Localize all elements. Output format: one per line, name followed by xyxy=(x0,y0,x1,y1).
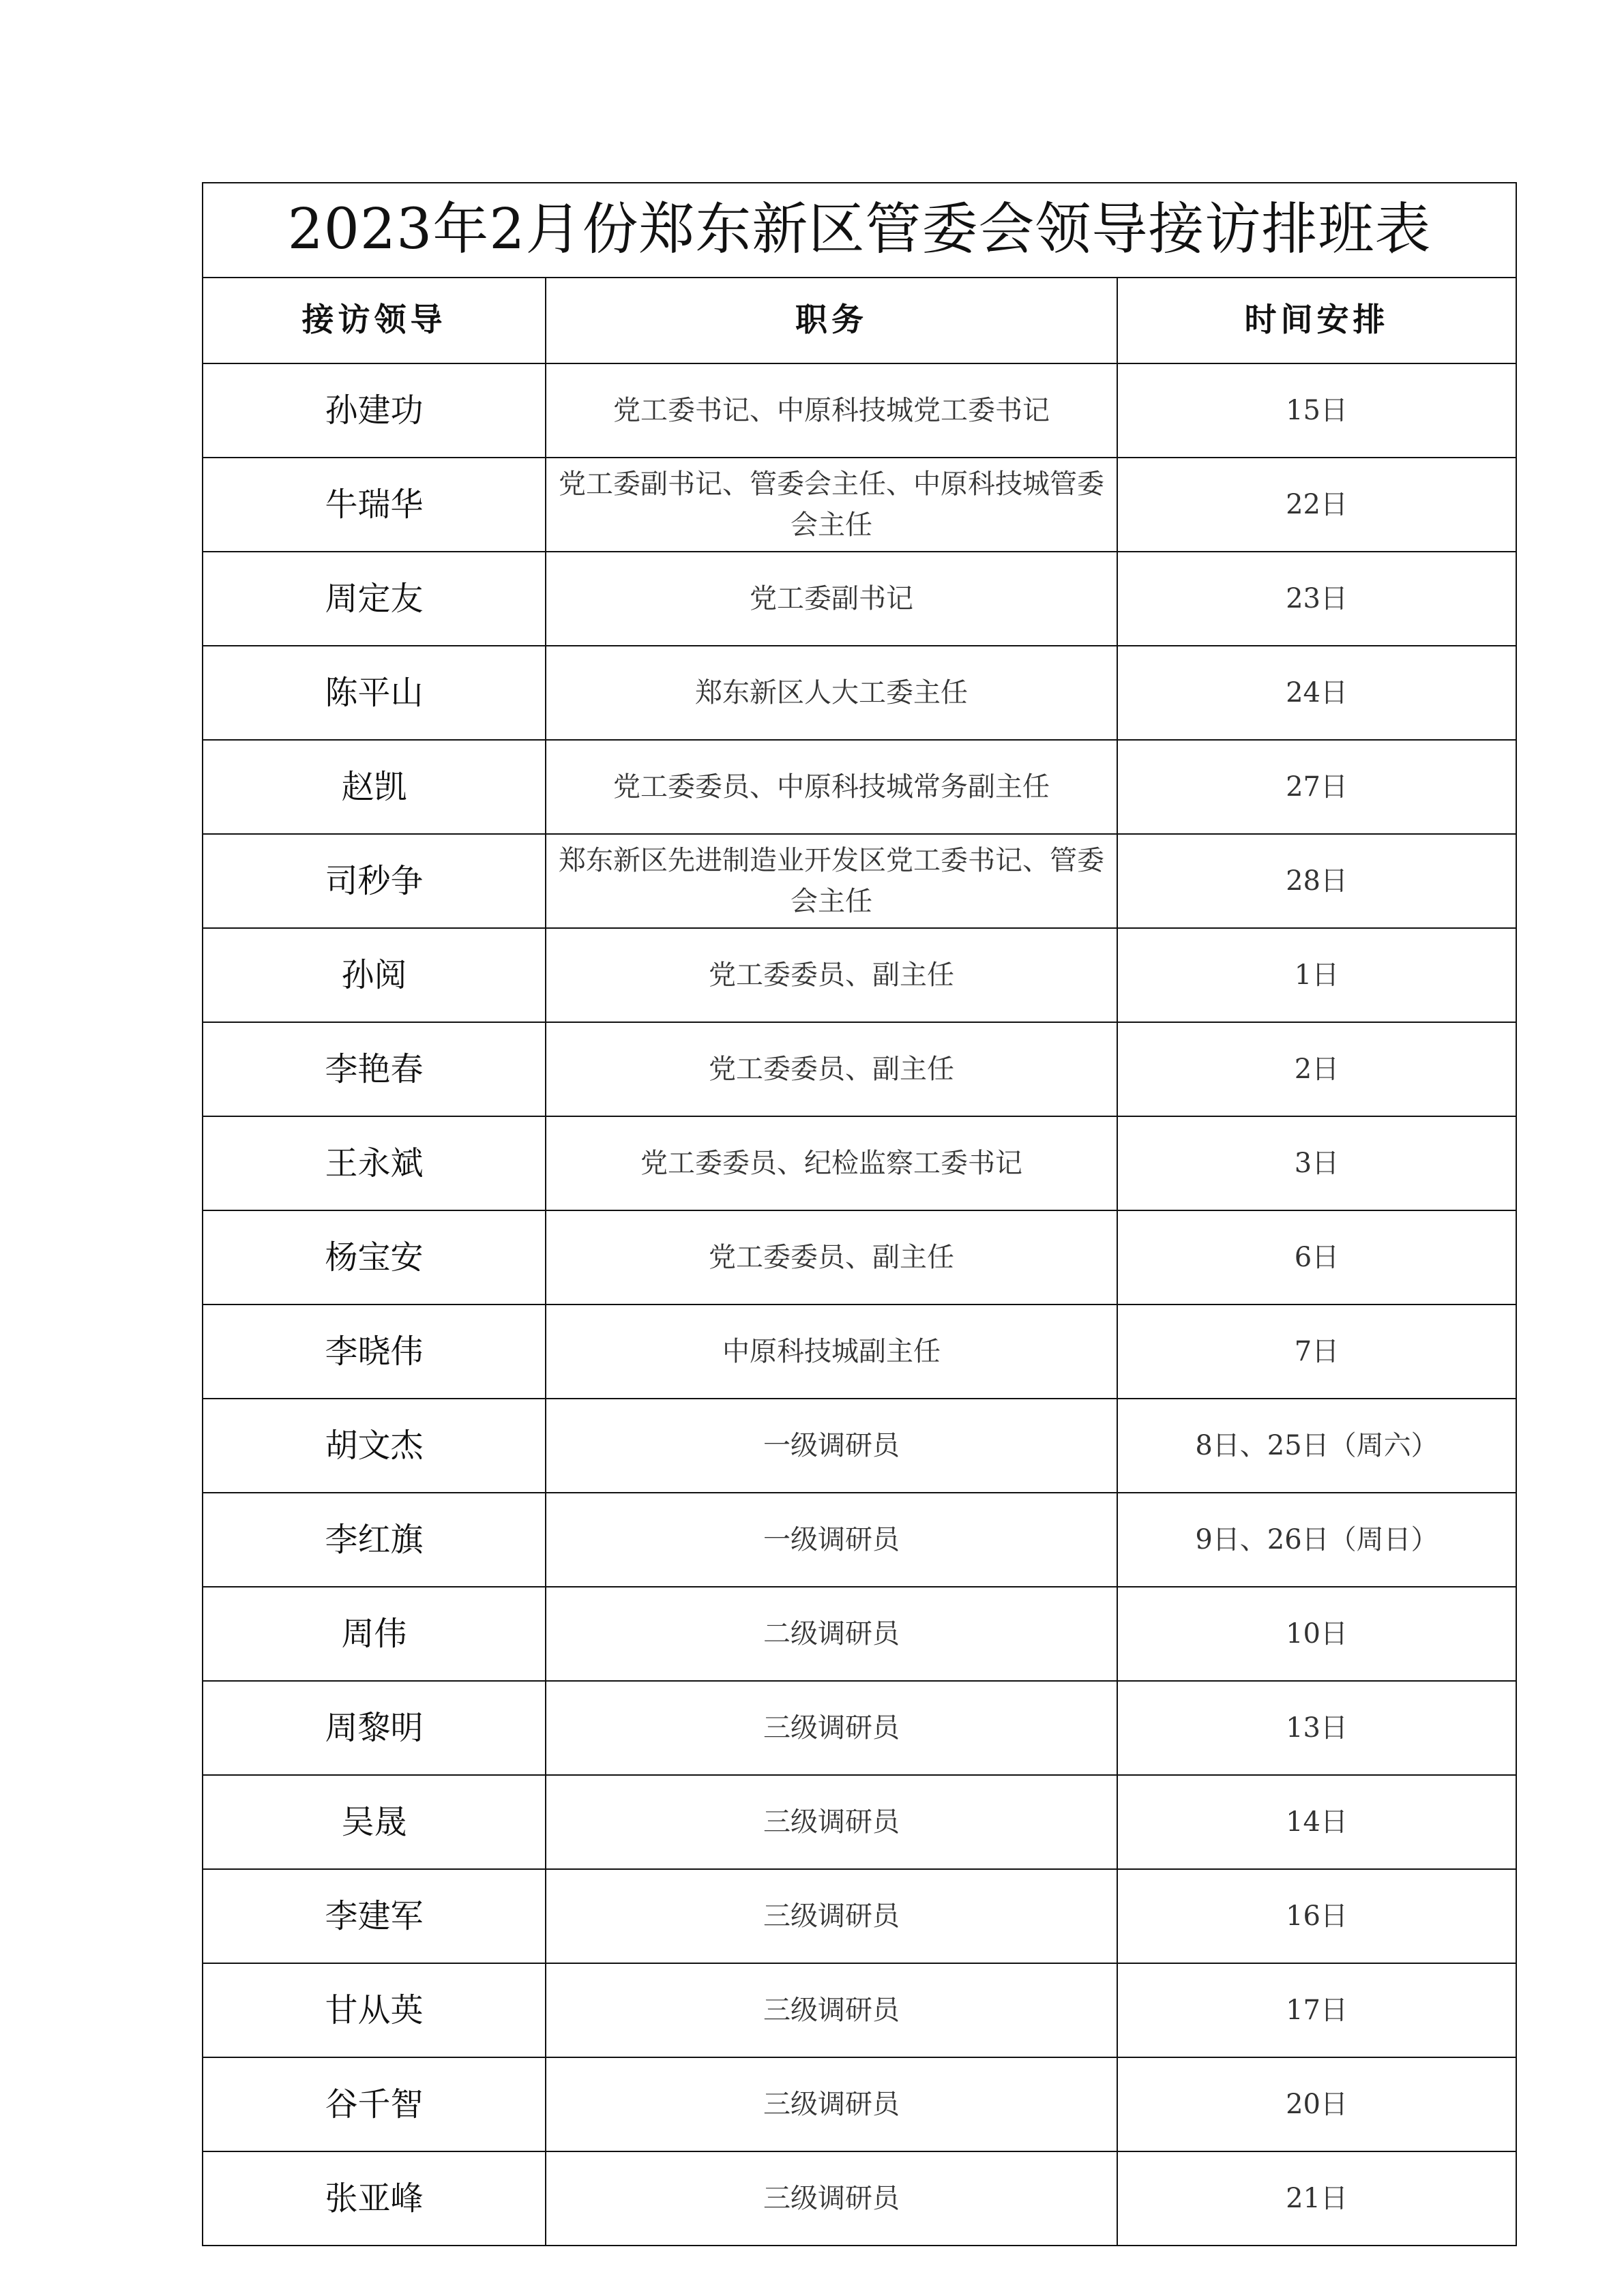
leader-name-cell: 陈平山 xyxy=(203,646,546,740)
duty-cell: 中原科技城副主任 xyxy=(546,1304,1117,1399)
title-row xyxy=(203,183,1516,278)
table-row xyxy=(203,363,1516,458)
duty-cell: 郑东新区人大工委主任 xyxy=(546,646,1117,740)
table-row xyxy=(203,1399,1516,1493)
schedule-time-cell: 9日、26日（周日） xyxy=(1117,1493,1516,1587)
column-header-leader: 接访领导 xyxy=(203,278,546,363)
schedule-time-cell: 13日 xyxy=(1117,1681,1516,1775)
duty-cell: 党工委委员、副主任 xyxy=(546,928,1117,1022)
leader-name-cell: 司秒争 xyxy=(203,834,546,928)
duty-cell: 党工委委员、纪检监察工委书记 xyxy=(546,1116,1117,1210)
schedule-time-cell: 21日 xyxy=(1117,2151,1516,2246)
leader-name-cell: 周黎明 xyxy=(203,1681,546,1775)
schedule-time-cell: 23日 xyxy=(1117,552,1516,646)
schedule-time-cell: 3日 xyxy=(1117,1116,1516,1210)
duty-cell: 三级调研员 xyxy=(546,1963,1117,2057)
column-header-time: 时间安排 xyxy=(1117,278,1516,363)
table-row xyxy=(203,1963,1516,2057)
table-row xyxy=(203,646,1516,740)
leader-name-cell: 吴晟 xyxy=(203,1775,546,1869)
duty-cell: 三级调研员 xyxy=(546,1681,1117,1775)
schedule-time-cell: 16日 xyxy=(1117,1869,1516,1963)
table-row xyxy=(203,1587,1516,1681)
leader-name-cell: 张亚峰 xyxy=(203,2151,546,2246)
table-row xyxy=(203,1022,1516,1116)
schedule-time-cell: 24日 xyxy=(1117,646,1516,740)
table-row xyxy=(203,552,1516,646)
duty-cell: 三级调研员 xyxy=(546,1869,1117,1963)
column-header-duty: 职务 xyxy=(546,278,1117,363)
duty-cell: 郑东新区先进制造业开发区党工委书记、管委会主任 xyxy=(546,834,1117,928)
leader-name-cell: 孙阅 xyxy=(203,928,546,1022)
schedule-time-cell: 8日、25日（周六） xyxy=(1117,1399,1516,1493)
schedule-time-cell: 1日 xyxy=(1117,928,1516,1022)
table-row xyxy=(203,1116,1516,1210)
table-row xyxy=(203,740,1516,834)
leader-name-cell: 牛瑞华 xyxy=(203,458,546,552)
leader-name-cell: 李艳春 xyxy=(203,1022,546,1116)
duty-cell: 三级调研员 xyxy=(546,2057,1117,2151)
schedule-time-cell: 6日 xyxy=(1117,1210,1516,1304)
leader-name-cell: 甘从英 xyxy=(203,1963,546,2057)
table-row xyxy=(203,1210,1516,1304)
duty-cell: 党工委书记、中原科技城党工委书记 xyxy=(546,363,1117,458)
table-row xyxy=(203,1304,1516,1399)
duty-cell: 一级调研员 xyxy=(546,1493,1117,1587)
leader-name-cell: 孙建功 xyxy=(203,363,546,458)
duty-cell: 党工委委员、副主任 xyxy=(546,1210,1117,1304)
header-row xyxy=(203,278,1516,363)
leader-name-cell: 胡文杰 xyxy=(203,1399,546,1493)
table-row xyxy=(203,1681,1516,1775)
schedule-time-cell: 27日 xyxy=(1117,740,1516,834)
table-row xyxy=(203,2057,1516,2151)
leader-name-cell: 王永斌 xyxy=(203,1116,546,1210)
leader-name-cell: 谷千智 xyxy=(203,2057,546,2151)
schedule-time-cell: 14日 xyxy=(1117,1775,1516,1869)
duty-cell: 党工委委员、副主任 xyxy=(546,1022,1117,1116)
leader-name-cell: 李红旗 xyxy=(203,1493,546,1587)
leader-name-cell: 赵凯 xyxy=(203,740,546,834)
leader-name-cell: 杨宝安 xyxy=(203,1210,546,1304)
table-row xyxy=(203,458,1516,552)
table-row xyxy=(203,1869,1516,1963)
duty-cell: 二级调研员 xyxy=(546,1587,1117,1681)
table-row xyxy=(203,928,1516,1022)
leader-name-cell: 周伟 xyxy=(203,1587,546,1681)
duty-cell: 三级调研员 xyxy=(546,2151,1117,2246)
duty-cell: 党工委副书记、管委会主任、中原科技城管委会主任 xyxy=(546,458,1117,552)
schedule-time-cell: 20日 xyxy=(1117,2057,1516,2151)
schedule-time-cell: 22日 xyxy=(1117,458,1516,552)
duty-schedule-table xyxy=(202,182,1517,2246)
schedule-time-cell: 15日 xyxy=(1117,363,1516,458)
duty-cell: 党工委委员、中原科技城常务副主任 xyxy=(546,740,1117,834)
schedule-time-cell: 2日 xyxy=(1117,1022,1516,1116)
duty-cell: 三级调研员 xyxy=(546,1775,1117,1869)
schedule-time-cell: 28日 xyxy=(1117,834,1516,928)
table-row xyxy=(203,1493,1516,1587)
duty-cell: 党工委副书记 xyxy=(546,552,1117,646)
page-title: 2023年2月份郑东新区管委会领导接访排班表 xyxy=(203,183,1516,278)
schedule-time-cell: 10日 xyxy=(1117,1587,1516,1681)
table-row xyxy=(203,2151,1516,2246)
duty-cell: 一级调研员 xyxy=(546,1399,1117,1493)
table-row xyxy=(203,834,1516,928)
table-row xyxy=(203,1775,1516,1869)
schedule-time-cell: 7日 xyxy=(1117,1304,1516,1399)
leader-name-cell: 周定友 xyxy=(203,552,546,646)
schedule-time-cell: 17日 xyxy=(1117,1963,1516,2057)
leader-name-cell: 李晓伟 xyxy=(203,1304,546,1399)
leader-name-cell: 李建军 xyxy=(203,1869,546,1963)
